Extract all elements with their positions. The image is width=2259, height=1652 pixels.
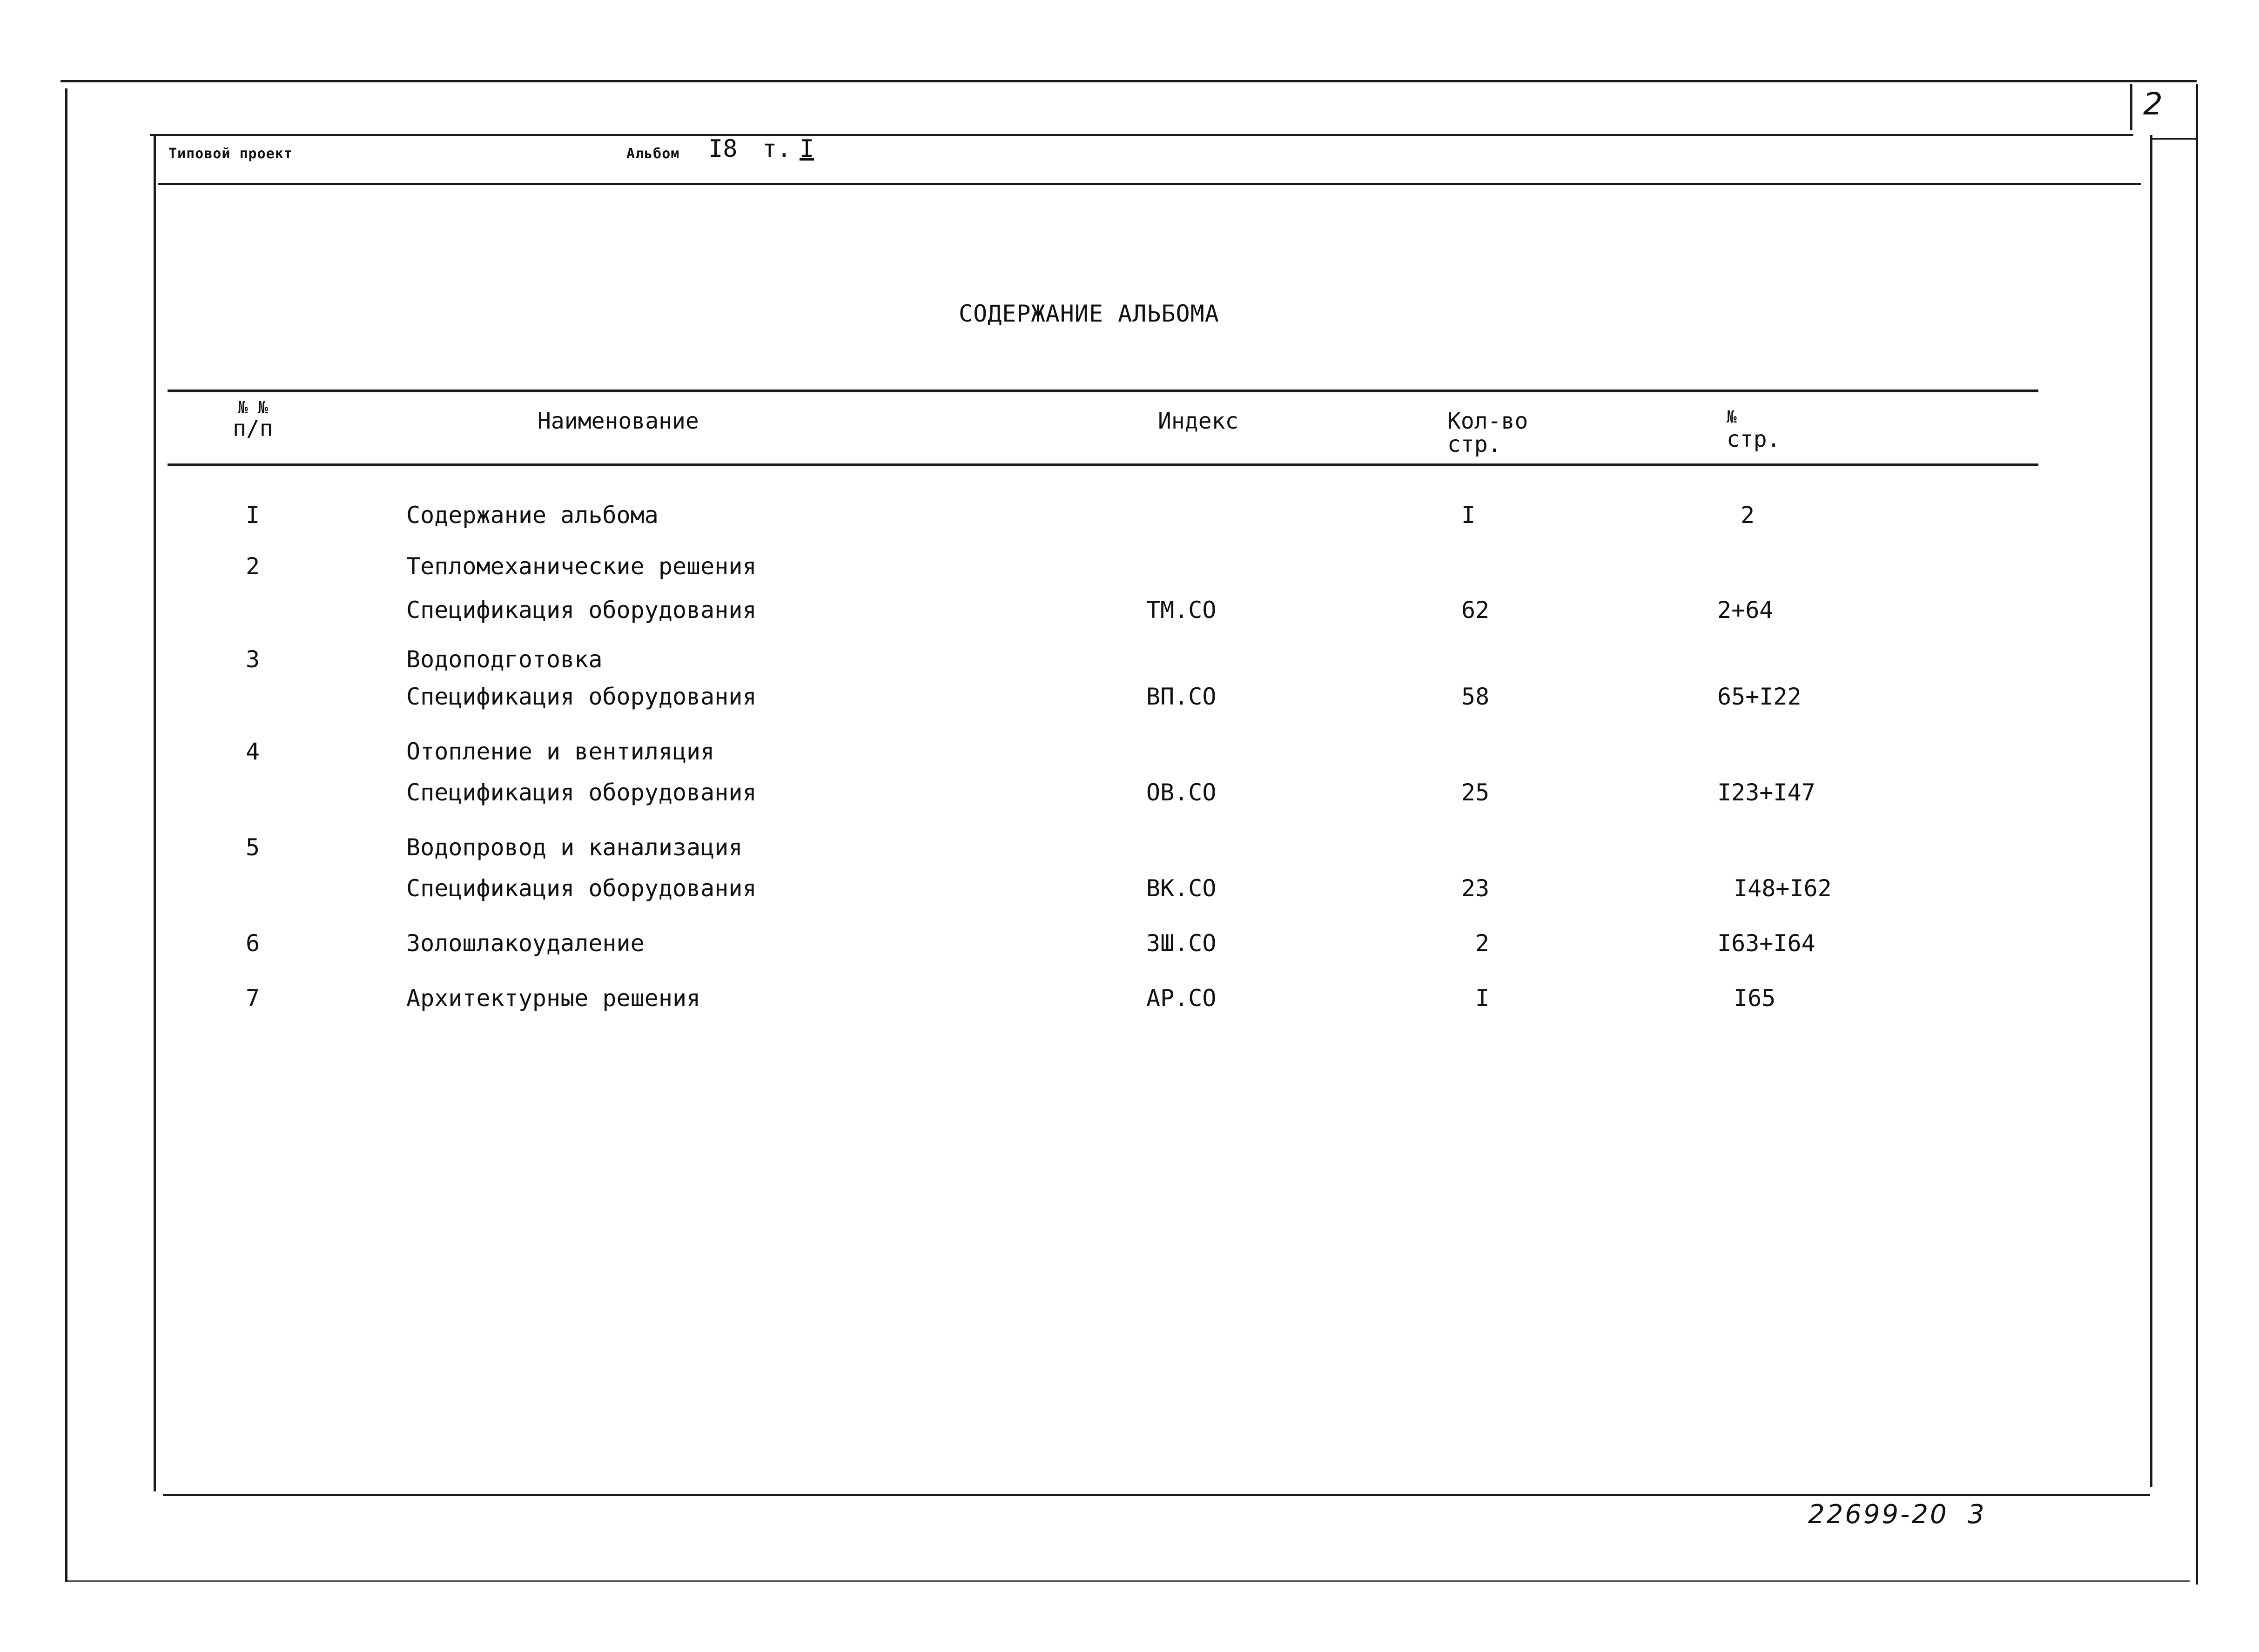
row-4-number: 4 bbox=[246, 738, 260, 765]
row-5-spec: Спецификация оборудования bbox=[406, 875, 757, 902]
column-header-page-number-line1: № bbox=[1727, 408, 1737, 427]
column-header-number bbox=[233, 399, 273, 440]
row-7-pages: I65 bbox=[1734, 985, 1776, 1012]
album-label: Альбом bbox=[626, 146, 680, 162]
sheet-number-box-left bbox=[2130, 84, 2132, 130]
row-5-pages: I48+I62 bbox=[1734, 875, 1832, 902]
inner-frame-top-short bbox=[150, 134, 2133, 136]
inner-frame-left bbox=[154, 135, 156, 1491]
row-7-index: АР.СО bbox=[1146, 985, 1217, 1012]
sheet-number-box-bottom bbox=[2150, 138, 2197, 140]
row-3-number: 3 bbox=[246, 646, 260, 673]
row-6-name: Золошлакоудаление bbox=[406, 930, 645, 957]
row-4-name: Отопление и вентиляция bbox=[406, 738, 715, 765]
inner-frame-bottom bbox=[163, 1494, 2150, 1496]
inner-frame-right bbox=[2150, 135, 2152, 1487]
row-1-name: Содержание альбома bbox=[406, 502, 659, 529]
row-7-number: 7 bbox=[246, 985, 260, 1012]
row-6-index: ЗШ.СО bbox=[1146, 930, 1217, 957]
column-header-page-count bbox=[1447, 410, 1528, 456]
row-3-pages: 65+I22 bbox=[1717, 683, 1802, 710]
column-header-number-line1: № № bbox=[237, 398, 268, 417]
volume-number: I bbox=[800, 135, 814, 163]
volume-label: т. bbox=[762, 135, 792, 163]
row-1-pages: 2 bbox=[1741, 502, 1755, 529]
row-3-index: ВП.СО bbox=[1146, 683, 1217, 710]
column-header-name: Наименование bbox=[538, 408, 699, 434]
column-header-page-count-line1: Кол-во bbox=[1447, 408, 1528, 434]
row-2-pages: 2+64 bbox=[1717, 597, 1774, 624]
row-1-number: I bbox=[246, 502, 260, 529]
row-2-index: ТМ.СО bbox=[1146, 597, 1217, 624]
outer-frame-right bbox=[2196, 84, 2198, 1585]
outer-frame-bottom bbox=[67, 1580, 2190, 1582]
row-4-spec: Спецификация оборудования bbox=[406, 779, 757, 806]
column-header-page-count-line2: стр. bbox=[1447, 431, 1501, 457]
footer-page-number: 3 bbox=[1968, 1499, 1986, 1530]
sheet-number: 2 bbox=[2143, 86, 2163, 122]
row-6-number: 6 bbox=[246, 930, 260, 957]
row-3-spec: Спецификация оборудования bbox=[406, 683, 757, 710]
row-3-page-count: 58 bbox=[1461, 683, 1490, 710]
album-number: I8 bbox=[708, 135, 738, 163]
row-5-index: ВК.СО bbox=[1146, 875, 1217, 902]
column-header-page-number bbox=[1727, 407, 1781, 451]
column-header-index: Индекс bbox=[1158, 408, 1239, 434]
row-2-page-count: 62 bbox=[1461, 597, 1490, 624]
table-header-bottom-rule bbox=[168, 463, 2038, 466]
outer-frame-top bbox=[61, 80, 2197, 82]
row-2-spec: Спецификация оборудования bbox=[406, 597, 757, 624]
row-6-pages: I63+I64 bbox=[1717, 930, 1815, 957]
outer-frame-left bbox=[65, 88, 67, 1582]
row-5-number: 5 bbox=[246, 834, 260, 861]
row-1-page-count: I bbox=[1461, 502, 1476, 529]
row-4-page-count: 25 bbox=[1461, 779, 1490, 806]
row-4-pages: I23+I47 bbox=[1717, 779, 1815, 806]
row-5-name: Водопровод и канализация bbox=[406, 834, 743, 861]
row-7-name: Архитектурные решения bbox=[406, 985, 701, 1012]
row-4-index: ОВ.СО bbox=[1146, 779, 1217, 806]
column-header-page-number-line2: стр. bbox=[1727, 426, 1781, 452]
page-title: СОДЕРЖАНИЕ АЛЬБОМА bbox=[959, 300, 1219, 327]
row-2-name: Тепломеханические решения bbox=[406, 553, 757, 580]
inner-frame-top bbox=[158, 183, 2141, 185]
row-6-page-count: 2 bbox=[1475, 930, 1490, 957]
document-code: 22699-20 bbox=[1808, 1499, 1949, 1530]
column-header-number-line2: п/п bbox=[233, 416, 273, 442]
table-header-top-rule bbox=[168, 389, 2038, 392]
row-3-name: Водоподготовка bbox=[406, 646, 603, 673]
project-label: Типовой проект bbox=[168, 146, 293, 162]
row-5-page-count: 23 bbox=[1461, 875, 1490, 902]
row-2-number: 2 bbox=[246, 553, 260, 580]
row-7-page-count: I bbox=[1475, 985, 1490, 1012]
